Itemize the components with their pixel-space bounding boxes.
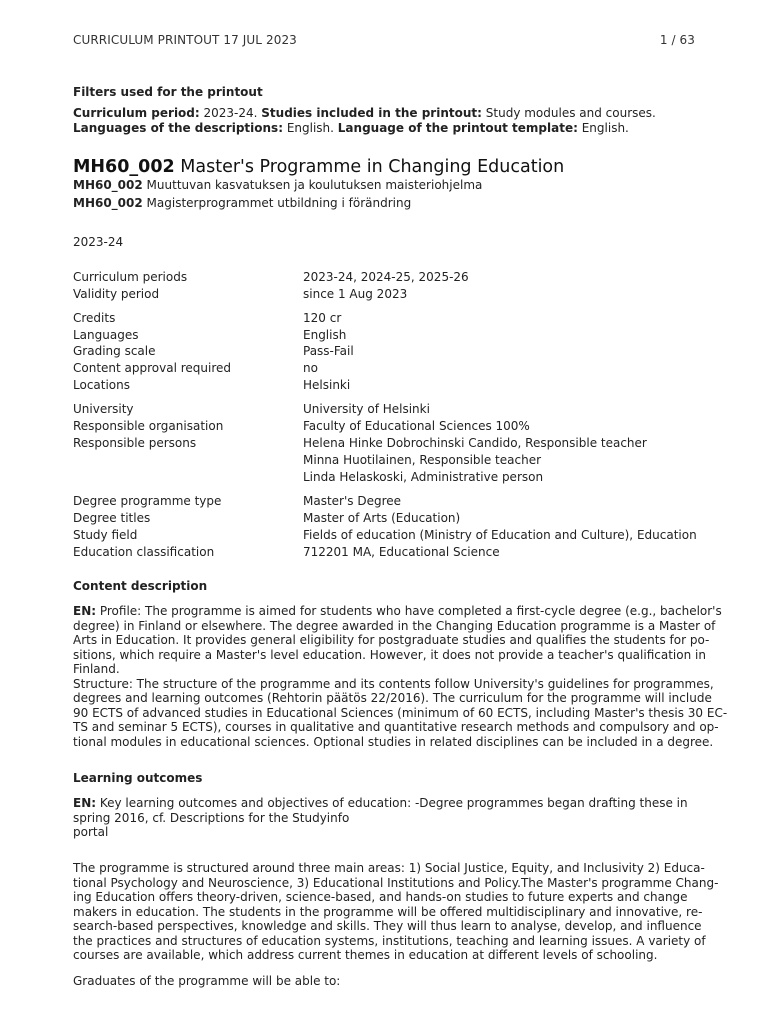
text-line: The programme is structured around three main areas: 1) Social Justice, Equity, and Inclusivity 2) Educa- — [73, 861, 705, 875]
attribute-key: Content approval required — [73, 361, 232, 375]
attribute-key: Study field — [73, 528, 138, 542]
attribute-key: Responsible organisation — [73, 419, 224, 433]
attribute-value: 120 cr — [303, 311, 342, 325]
filter-label: Languages of the descriptions: — [73, 120, 283, 135]
text-line: degrees and learning outcomes (Rehtorin päätös 22/2016). The curriculum for the programme will include — [73, 691, 712, 705]
content-description-heading: Content description — [73, 579, 208, 593]
text-line — [73, 796, 695, 811]
text-line: degree) in Finland or elsewhere. The degree awarded in the Changing Education programme is a Master of — [73, 618, 716, 633]
attribute-value: Pass-Fail — [303, 344, 354, 358]
attribute-key: Validity period — [73, 287, 160, 301]
attribute-value: Helena Hinke Dobrochinski Candido, Responsible teacher — [303, 436, 647, 450]
page-number: 1 / 63 — [659, 33, 695, 47]
filter-value: English. — [283, 120, 338, 135]
learning-outcomes-body — [73, 861, 719, 963]
graduates-intro: Graduates of the programme will be able to: — [73, 974, 341, 988]
filter-value: 2023-24. — [199, 106, 262, 120]
programme-code: MH60_002 — [73, 178, 143, 192]
text-line: makers in education. The students in the programme will be offered multidisciplinary and innovative, re- — [73, 904, 703, 919]
attribute-key: Languages — [73, 328, 139, 342]
programme-title-fi — [73, 177, 695, 193]
text-line: Structure: The structure of the programme and its contents follow University's guidelines for programmes, — [73, 676, 714, 691]
content-description-body — [73, 604, 728, 749]
programme-name-sv: Magisterprogrammet utbildning i förändring — [142, 196, 412, 210]
attribute-value: since 1 Aug 2023 — [303, 287, 408, 301]
attribute-value: Fields of education (Ministry of Education and Culture), Education — [303, 528, 697, 542]
filter-label: Curriculum period: — [73, 106, 200, 120]
filter-value: English. — [577, 120, 629, 135]
programme-name-fi: Muuttuvan kasvatuksen ja koulutuksen maisteriohjelma — [142, 178, 483, 192]
text-line: sitions, which require a Master's level education. However, it does not provide a teacher's qualification in — [73, 647, 706, 662]
text-segment: Key learning outcomes and objectives of education: -Degree programmes began drafting these in — [96, 796, 688, 810]
attribute-key: Degree titles — [73, 511, 151, 525]
filters-text — [73, 106, 695, 135]
text-line: Finland. — [73, 662, 120, 676]
text-line: TS and seminar 5 ECTS), courses in qualitative and quantitative research methods and compulsory and op- — [73, 720, 719, 734]
language-label: EN: — [73, 604, 97, 618]
programme-title-sv — [73, 195, 695, 211]
text-line: Arts in Education. It provides general eligibility for postgraduate studies and qualifies the students for po- — [73, 633, 710, 647]
filter-label: Studies included in the printout: — [261, 106, 482, 120]
text-line: tional modules in educational sciences. Optional studies in related disciplines can be included in a degree. — [73, 734, 714, 749]
attribute-value: 2023-24, 2024-25, 2025-26 — [303, 270, 469, 284]
filter-label: Language of the printout template: — [337, 120, 578, 135]
programme-code: MH60_002 — [73, 157, 175, 177]
attribute-value: Faculty of Educational Sciences 100% — [303, 419, 530, 433]
programme-code: MH60_002 — [73, 196, 143, 210]
text-line: portal — [73, 825, 109, 839]
attribute-key: Responsible persons — [73, 436, 197, 450]
programme-title — [73, 156, 695, 178]
filter-value: Study modules and courses. — [481, 106, 656, 120]
language-label: EN: — [73, 796, 97, 810]
attribute-value: English — [303, 328, 347, 342]
attribute-value: University of Helsinki — [303, 402, 430, 416]
filters-heading: Filters used for the printout — [73, 85, 263, 99]
attribute-key: Education classification — [73, 545, 215, 559]
learning-outcomes-intro — [73, 796, 695, 840]
text-line: courses are available, which address current themes in education at different levels of schooling. — [73, 948, 658, 962]
attribute-value: Master's Degree — [303, 494, 402, 508]
attribute-key: Grading scale — [73, 344, 156, 358]
text-line: ing Education offers theory-driven, science-based, and hands-on studies to future experts and change — [73, 890, 688, 904]
text-line — [73, 604, 722, 619]
learning-outcomes-heading: Learning outcomes — [73, 771, 203, 785]
attribute-key: Curriculum periods — [73, 270, 188, 284]
text-line: 90 ECTS of advanced studies in Educational Sciences (minimum of 60 ECTS, including Master's thesis 30 EC- — [73, 705, 728, 720]
page-header — [73, 33, 695, 47]
attribute-value: no — [303, 361, 318, 375]
text-line: spring 2016, cf. Descriptions for the Studyinfo — [73, 810, 350, 825]
programme-period: 2023-24 — [73, 235, 124, 249]
attribute-key: Degree programme type — [73, 494, 222, 508]
text-line: tional Psychology and Neuroscience, 3) Educational Institutions and Policy.The Master's programme Chang- — [73, 875, 719, 890]
text-line: the practices and structures of education systems, institutions, teaching and learning issues. A variety of — [73, 933, 706, 948]
text-segment: Profile: The programme is aimed for students who have completed a first-cycle degree (e.g., bachelor's — [96, 604, 722, 618]
attribute-value: Master of Arts (Education) — [303, 511, 461, 525]
attribute-value: Helsinki — [303, 378, 351, 392]
programme-name-en: Master's Programme in Changing Education — [174, 157, 565, 177]
attribute-key: Locations — [73, 378, 131, 392]
attribute-value: 712201 MA, Educational Science — [303, 545, 500, 559]
attribute-key: University — [73, 402, 134, 416]
text-line: search-based perspectives, knowledge and skills. They will thus learn to analyse, develop, and influence — [73, 919, 702, 933]
attribute-value: Linda Helaskoski, Administrative person — [303, 470, 544, 484]
attribute-key: Credits — [73, 311, 116, 325]
printout-title: CURRICULUM PRINTOUT 17 JUL 2023 — [73, 33, 297, 47]
attribute-value: Minna Huotilainen, Responsible teacher — [303, 453, 542, 467]
